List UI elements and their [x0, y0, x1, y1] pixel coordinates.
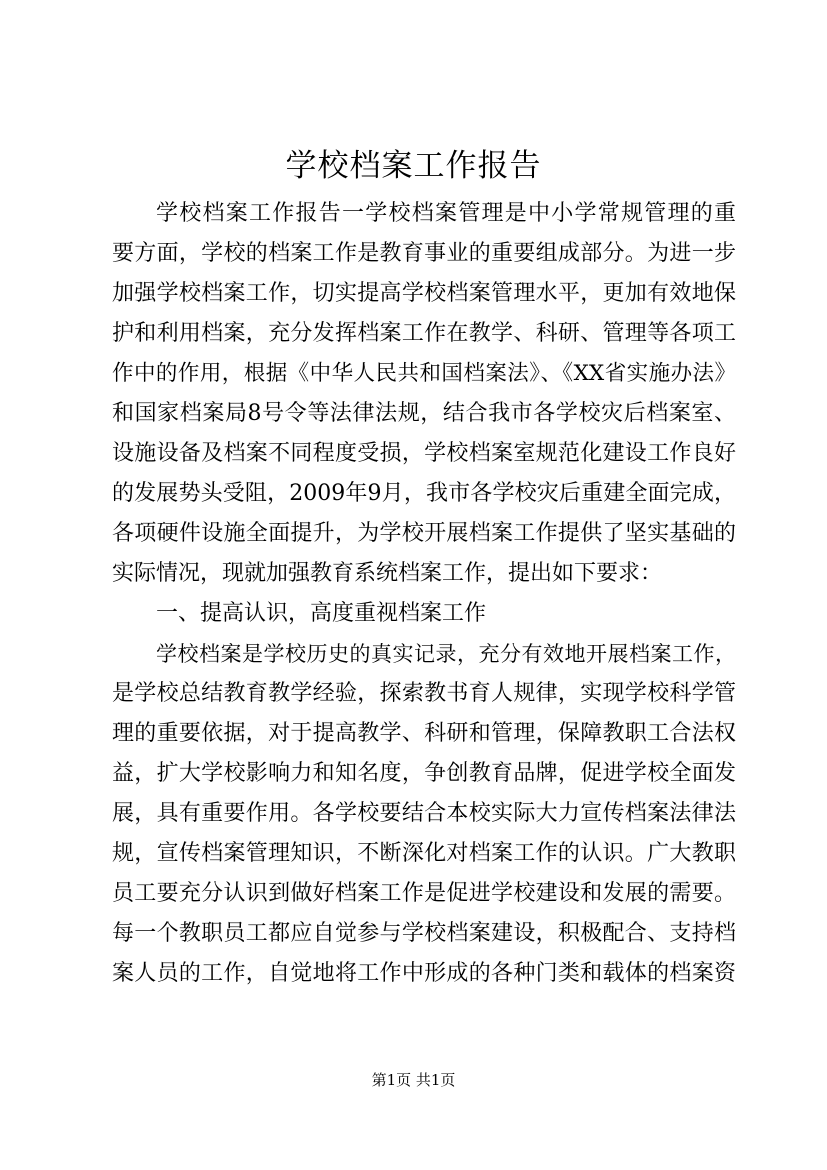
- text-line: 一、提高认识，高度重视档案工作: [156, 601, 487, 626]
- text-line: 作中的作用，根据《中华人民共和国档案法》、《XX省实施办法》: [112, 361, 736, 386]
- text-line: 和国家档案局8号令等法律法规，结合我市各学校灾后档案室、: [112, 401, 736, 426]
- text-line: 实际情况，现就加强教育系统档案工作，提出如下要求：: [112, 561, 663, 586]
- text-line: 的发展势头受阻，2009年9月，我市各学校灾后重建全面完成，: [112, 481, 736, 506]
- text-line: 各项硬件设施全面提升，为学校开展档案工作提供了坚实基础的: [112, 521, 736, 546]
- text-line: 要方面，学校的档案工作是教育事业的重要组成部分。为进一步: [112, 241, 736, 266]
- text-line: 员工要充分认识到做好档案工作是促进学校建设和发展的需要。: [112, 881, 736, 906]
- text-line: 展，具有重要作用。各学校要结合本校实际大力宣传档案法律法: [112, 801, 736, 826]
- text-line: 规，宣传档案管理知识，不断深化对档案工作的认识。广大教职: [112, 841, 736, 866]
- document-body: [112, 194, 736, 994]
- text-line: 学校档案是学校历史的真实记录，充分有效地开展档案工作，: [156, 642, 736, 666]
- text-line: 益，扩大学校影响力和知名度，争创教育品牌，促进学校全面发: [112, 761, 736, 786]
- text-line: 学校档案工作报告一学校档案管理是中小学常规管理的重: [156, 201, 736, 226]
- text-line: 是学校总结教育教学经验，探索教书育人规律，实现学校科学管: [112, 681, 736, 706]
- text-line: 每一个教职员工都应自觉参与学校档案建设，积极配合、支持档: [112, 921, 736, 946]
- text-line: 设施设备及档案不同程度受损，学校档案室规范化建设工作良好: [112, 441, 736, 466]
- page-footer: 第1页 共1页: [371, 1071, 456, 1089]
- text-line: 护和利用档案，充分发挥档案工作在教学、科研、管理等各项工: [112, 321, 736, 346]
- text-line: 加强学校档案工作，切实提高学校档案管理水平，更加有效地保: [112, 281, 736, 306]
- text-line: 理的重要依据，对于提高教学、科研和管理，保障教职工合法权: [112, 721, 736, 746]
- document-title: 学校档案工作报告: [285, 148, 542, 184]
- text-line: 案人员的工作，自觉地将工作中形成的各种门类和载体的档案资: [112, 961, 736, 986]
